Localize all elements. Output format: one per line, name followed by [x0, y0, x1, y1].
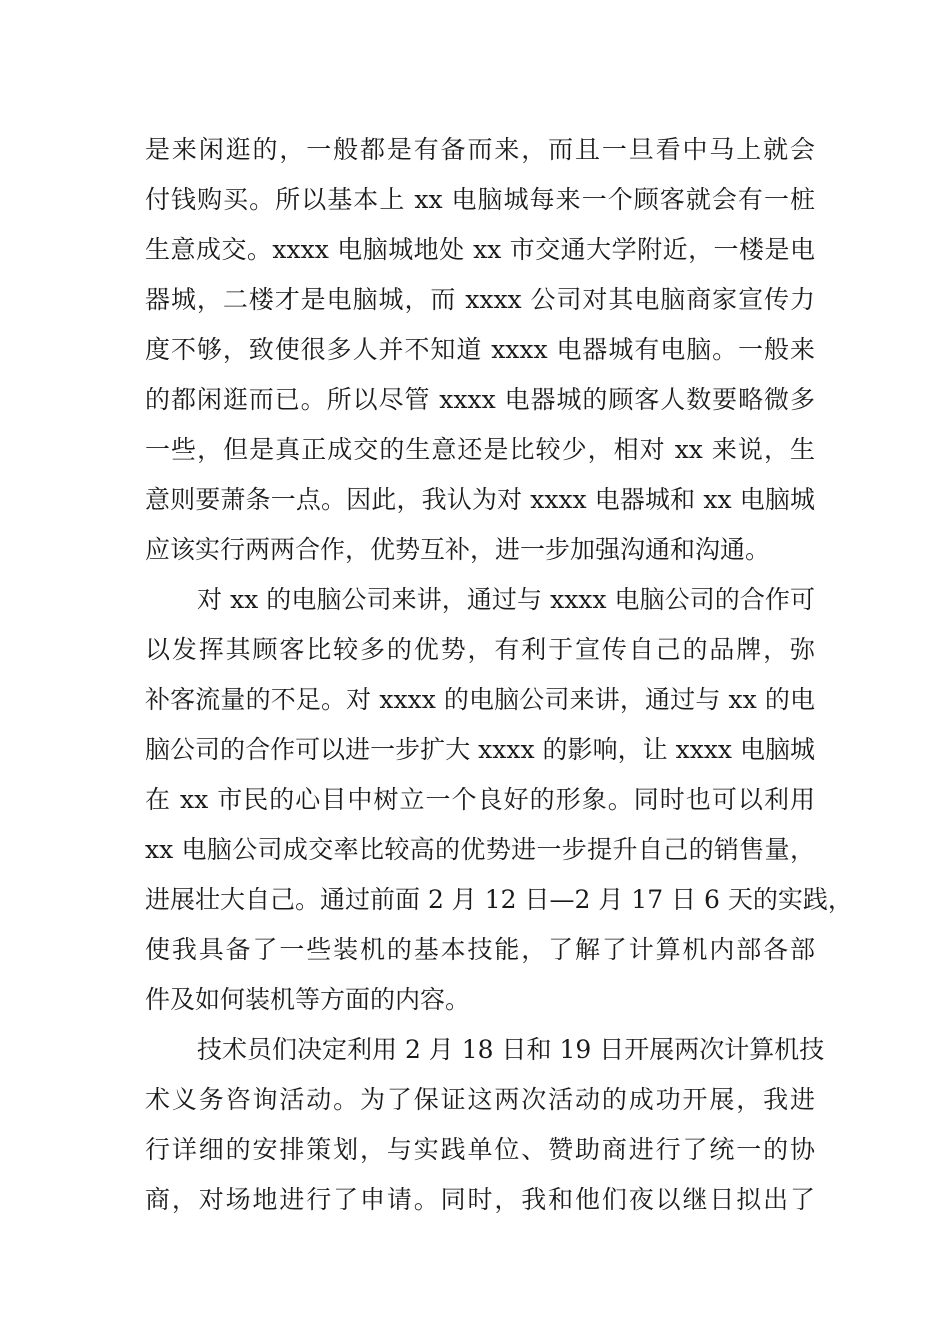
text-line: 意则要萧条一点。因此，我认为对 xxxx 电器城和 xx 电脑城: [145, 485, 815, 514]
text-line: 的都闲逛而已。所以尽管 xxxx 电器城的顾客人数要略微多: [145, 385, 815, 414]
text-line: 行详细的安排策划，与实践单位、赞助商进行了统一的协: [145, 1135, 815, 1164]
text-line: 件及如何装机等方面的内容。: [145, 985, 471, 1014]
text-line: 进展壮大自己。通过前面 2 月 12 日—2 月 17 日 6 天的实践，: [145, 885, 853, 914]
text-line: 一些，但是真正成交的生意还是比较少，相对 xx 来说，生: [145, 435, 815, 464]
text-line: 对 xx 的电脑公司来讲，通过与 xxxx 电脑公司的合作可: [197, 585, 815, 614]
text-line: 器城，二楼才是电脑城，而 xxxx 公司对其电脑商家宣传力: [145, 285, 815, 314]
text-line: 付钱购买。所以基本上 xx 电脑城每来一个顾客就会有一桩: [145, 185, 815, 214]
text-line: 补客流量的不足。对 xxxx 的电脑公司来讲，通过与 xx 的电: [145, 685, 815, 714]
body-text: [145, 125, 853, 1225]
text-line: 以发挥其顾客比较多的优势，有利于宣传自己的品牌，弥: [145, 635, 815, 664]
text-line: 应该实行两两合作，优势互补，进一步加强沟通和沟通。: [145, 535, 771, 564]
text-line: 商，对场地进行了申请。同时，我和他们夜以继日拟出了: [145, 1185, 815, 1214]
text-line: 在 xx 市民的心目中树立一个良好的形象。同时也可以利用: [145, 785, 815, 814]
text-line: 使我具备了一些装机的基本技能，了解了计算机内部各部: [145, 935, 815, 964]
text-line: 度不够，致使很多人并不知道 xxxx 电器城有电脑。一般来: [145, 335, 815, 364]
text-line: 是来闲逛的，一般都是有备而来，而且一旦看中马上就会: [145, 135, 815, 164]
text-line: 脑公司的合作可以进一步扩大 xxxx 的影响，让 xxxx 电脑城: [145, 735, 815, 764]
text-line: 生意成交。xxxx 电脑城地处 xx 市交通大学附近，一楼是电: [145, 235, 815, 264]
text-line: 技术员们决定利用 2 月 18 日和 19 日开展两次计算机技: [197, 1035, 825, 1064]
text-line: 术义务咨询活动。为了保证这两次活动的成功开展，我进: [145, 1085, 815, 1114]
text-line: xx 电脑公司成交率比较高的优势进一步提升自己的销售量，: [145, 835, 815, 864]
